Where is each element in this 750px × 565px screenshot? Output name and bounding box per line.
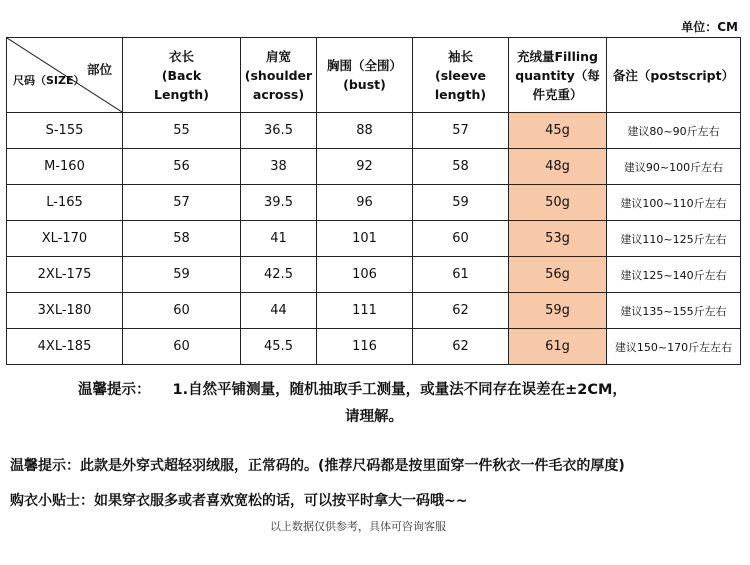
column-header-line: quantity（每 xyxy=(515,67,600,83)
column-header-line: 肩宽 xyxy=(265,48,291,64)
filling-cell: 56g xyxy=(509,257,607,293)
back-length-cell: 60 xyxy=(123,293,241,329)
column-header-line: 衣长 xyxy=(168,48,194,64)
table-row xyxy=(7,185,741,221)
column-header-line: 胸围（全围） xyxy=(326,58,402,73)
filling-cell: 53g xyxy=(509,221,607,257)
tip-measurement-cont: 请理解。 xyxy=(345,409,403,425)
column-header-line: (bust) xyxy=(343,77,386,92)
column-header-line: across) xyxy=(252,86,305,102)
tip-label: 温馨提示： xyxy=(78,382,151,398)
bust-cell: 92 xyxy=(317,149,413,185)
size-cell: M-160 xyxy=(7,149,123,185)
sleeve-cell: 59 xyxy=(413,185,509,221)
size-cell: L-165 xyxy=(7,185,123,221)
filling-cell: 50g xyxy=(509,185,607,221)
column-header xyxy=(607,38,741,113)
bust-cell: 106 xyxy=(317,257,413,293)
sleeve-cell: 62 xyxy=(413,293,509,329)
note-cell: 建议110~125斤左右 xyxy=(607,221,741,257)
size-cell: XL-170 xyxy=(7,221,123,257)
size-cell: 2XL-175 xyxy=(7,257,123,293)
shoulder-cell: 42.5 xyxy=(241,257,317,293)
filling-cell: 45g xyxy=(509,113,607,149)
note-cell: 建议135~155斤左右 xyxy=(607,293,741,329)
column-header-line: Length) xyxy=(154,86,209,102)
shoulder-cell: 44 xyxy=(241,293,317,329)
filling-cell: 48g xyxy=(509,149,607,185)
note-cell: 建议100~110斤左右 xyxy=(607,185,741,221)
back-length-cell: 60 xyxy=(123,329,241,365)
table-row xyxy=(7,293,741,329)
size-cell: 3XL-180 xyxy=(7,293,123,329)
bust-cell: 88 xyxy=(317,113,413,149)
column-header-line: length) xyxy=(434,86,487,102)
corner-part-label: 部位 xyxy=(86,62,112,77)
column-header xyxy=(123,38,241,113)
note-cell: 建议90~100斤左右 xyxy=(607,149,741,185)
bust-cell: 96 xyxy=(317,185,413,221)
bust-cell: 111 xyxy=(317,293,413,329)
sleeve-cell: 61 xyxy=(413,257,509,293)
size-cell: S-155 xyxy=(7,113,123,149)
note-cell: 建议80~90斤左右 xyxy=(607,113,741,149)
table-row xyxy=(7,257,741,293)
table-row xyxy=(7,113,741,149)
tip-sizing-advice: 购衣小贴士：如果穿衣服多或者喜欢宽松的话，可以按平时拿大一码哦~~ xyxy=(10,493,468,509)
note-cell: 建议150~170斤左左右 xyxy=(607,329,741,365)
bust-cell: 101 xyxy=(317,221,413,257)
header-row xyxy=(7,38,741,113)
shoulder-cell: 41 xyxy=(241,221,317,257)
column-header-line: (sleeve xyxy=(434,67,487,83)
table-row xyxy=(7,149,741,185)
column-header-line: 袖长 xyxy=(447,48,473,64)
sleeve-cell: 58 xyxy=(413,149,509,185)
filling-cell: 61g xyxy=(509,329,607,365)
shoulder-cell: 39.5 xyxy=(241,185,317,221)
corner-cell xyxy=(7,38,123,113)
size-chart-table xyxy=(6,37,741,365)
bust-cell: 116 xyxy=(317,329,413,365)
back-length-cell: 55 xyxy=(123,113,241,149)
column-header xyxy=(413,38,509,113)
back-length-cell: 59 xyxy=(123,257,241,293)
shoulder-cell: 36.5 xyxy=(241,113,317,149)
column-header-line: 件克重） xyxy=(532,86,583,102)
column-header-line: 备注（postscript） xyxy=(612,67,735,83)
table-row xyxy=(7,329,741,365)
table-row xyxy=(7,221,741,257)
tip-text: 1.自然平铺测量，随机抽取手工测量，或量法不同存在误差在±2CM， xyxy=(172,382,627,398)
sleeve-cell: 57 xyxy=(413,113,509,149)
tip-product: 温馨提示：此款是外穿式超轻羽绒服，正常码的。(推荐尺码都是按里面穿一件秋衣一件毛衣的厚度) xyxy=(10,458,625,474)
shoulder-cell: 45.5 xyxy=(241,329,317,365)
column-header xyxy=(241,38,317,113)
corner-size-label: 尺码（SIZE） xyxy=(13,74,85,87)
column-header-line: (shoulder xyxy=(244,67,313,83)
column-header xyxy=(509,38,607,113)
column-header-line: (Back xyxy=(161,67,202,83)
unit-label: 单位：CM xyxy=(681,20,738,34)
shoulder-cell: 38 xyxy=(241,149,317,185)
back-length-cell: 56 xyxy=(123,149,241,185)
back-length-cell: 57 xyxy=(123,185,241,221)
tip-measurement xyxy=(78,378,627,399)
column-header-line: 充绒量Filling xyxy=(516,48,599,64)
back-length-cell: 58 xyxy=(123,221,241,257)
footer-note: 以上数据仅供参考，具体可咨询客服 xyxy=(270,520,446,533)
note-cell: 建议125~140斤左右 xyxy=(607,257,741,293)
sleeve-cell: 60 xyxy=(413,221,509,257)
sleeve-cell: 62 xyxy=(413,329,509,365)
column-header xyxy=(317,38,413,113)
size-cell: 4XL-185 xyxy=(7,329,123,365)
filling-cell: 59g xyxy=(509,293,607,329)
